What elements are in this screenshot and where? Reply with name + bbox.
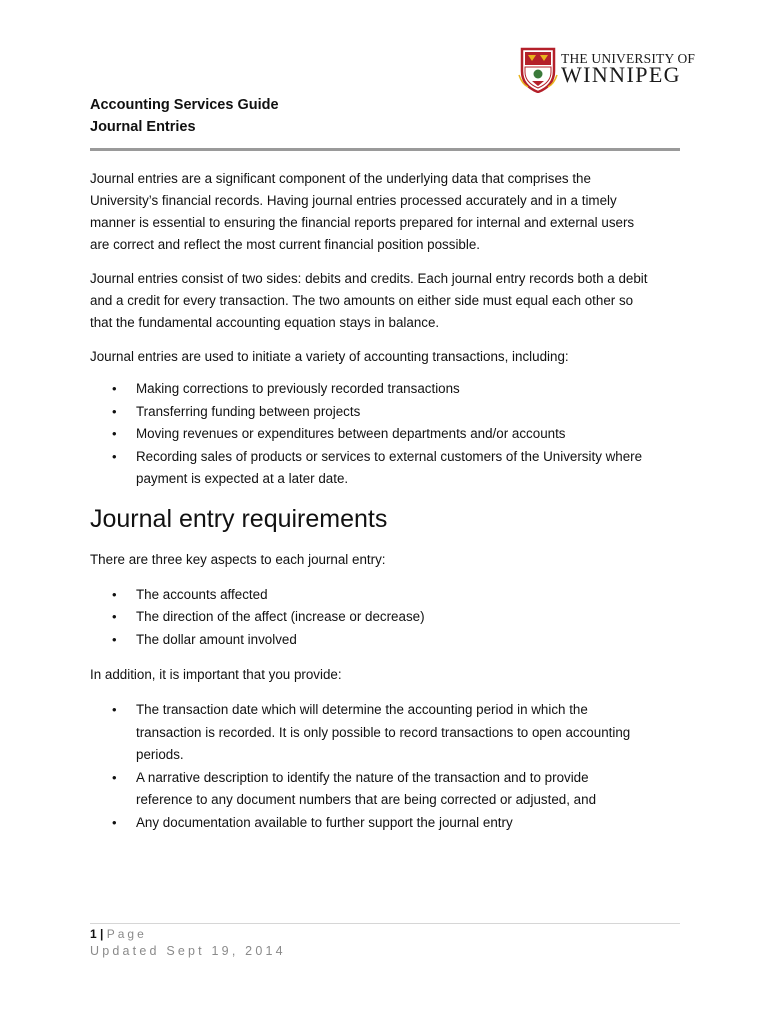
- page-number: 1: [90, 927, 97, 941]
- intro-paragraph-2: [90, 268, 682, 334]
- bullet-icon: •: [112, 381, 117, 396]
- bullet-icon: •: [112, 769, 117, 785]
- logo-line-1: THE UNIVERSITY OF: [561, 51, 696, 66]
- text-line: manner is essential to ensuring the financial reports prepared for internal and external users: [90, 215, 635, 230]
- list-item: [90, 446, 682, 491]
- bullet-icon: •: [112, 426, 117, 441]
- header-title: Accounting Services Guide: [90, 97, 279, 113]
- header-subtitle: Journal Entries: [90, 119, 196, 135]
- bullet-icon: •: [112, 586, 117, 602]
- list-item-text: The transaction date which will determine the accounting period in which the: [136, 702, 588, 717]
- list-item-text: reference to any document numbers that are being corrected or adjusted, and: [136, 792, 597, 807]
- text-line: University’s financial records. Having journal entries processed accurately and in a timely: [90, 193, 617, 208]
- page-footer: [90, 926, 286, 960]
- list-item-text: A narrative description to identify the nature of the transaction and to provide: [136, 769, 589, 785]
- bullet-icon: •: [112, 814, 117, 830]
- list-item: [90, 699, 682, 767]
- uses-list: [90, 378, 682, 491]
- list-item-text: The dollar amount involved: [136, 631, 297, 647]
- intro-paragraph-3: Journal entries are used to initiate a variety of accounting transactions, including:: [90, 349, 569, 364]
- updated-date: Updated Sept 19, 2014: [90, 944, 286, 958]
- bullet-icon: •: [112, 403, 117, 419]
- intro-paragraph-1: [90, 168, 682, 256]
- university-logo: [518, 45, 696, 95]
- aspects-list: [90, 584, 682, 652]
- main-content: [90, 168, 682, 834]
- text-line: Journal entries are a significant component of the underlying data that comprises the: [90, 171, 591, 186]
- list-item-text: Making corrections to previously recorded transactions: [136, 381, 460, 396]
- footer-divider: [90, 923, 680, 924]
- page-word: Page: [106, 927, 147, 941]
- list-item: [90, 378, 682, 401]
- list-item: [90, 423, 682, 446]
- list-item: [90, 401, 682, 424]
- list-item: [90, 606, 682, 629]
- section-heading: Journal entry requirements: [90, 504, 388, 533]
- list-item-text: Moving revenues or expenditures between departments and/or accounts: [136, 426, 566, 441]
- text-line: Journal entries consist of two sides: debits and credits. Each journal entry records both a debit: [90, 271, 648, 286]
- document-header: [90, 94, 680, 138]
- list-item-text: Transferring funding between projects: [136, 403, 361, 419]
- bullet-icon: •: [112, 609, 117, 624]
- header-divider: [90, 148, 680, 151]
- list-item-text: transaction is recorded. It is only possible to record transactions to open accounting: [136, 724, 631, 740]
- page-indicator: [90, 926, 286, 942]
- requirements-lead: There are three key aspects to each journal entry:: [90, 551, 386, 567]
- page-separator: |: [100, 927, 104, 941]
- list-item-text: Recording sales of products or services to external customers of the University where: [136, 448, 643, 464]
- list-item: [90, 767, 682, 812]
- text-line: that the fundamental accounting equation stays in balance.: [90, 315, 440, 330]
- list-item: [90, 812, 682, 835]
- list-item: [90, 629, 682, 652]
- bullet-icon: •: [112, 702, 117, 717]
- requirements-addition: In addition, it is important that you provide:: [90, 667, 342, 682]
- list-item-text: Any documentation available to further support the journal entry: [136, 814, 513, 830]
- text-line: and a credit for every transaction. The two amounts on either side must equal each other so: [90, 293, 634, 308]
- list-item-text: payment is expected at a later date.: [136, 471, 349, 486]
- bullet-icon: •: [112, 448, 117, 464]
- provide-list: [90, 699, 682, 834]
- list-item-text: periods.: [136, 747, 184, 762]
- crest-icon: [518, 45, 558, 93]
- list-item-text: The direction of the affect (increase or decrease): [136, 609, 425, 624]
- text-line: are correct and reflect the most current financial position possible.: [90, 237, 481, 252]
- bullet-icon: •: [112, 631, 117, 647]
- logo-line-2: WINNIPEG: [561, 62, 681, 87]
- list-item-text: The accounts affected: [136, 586, 268, 602]
- list-item: [90, 584, 682, 607]
